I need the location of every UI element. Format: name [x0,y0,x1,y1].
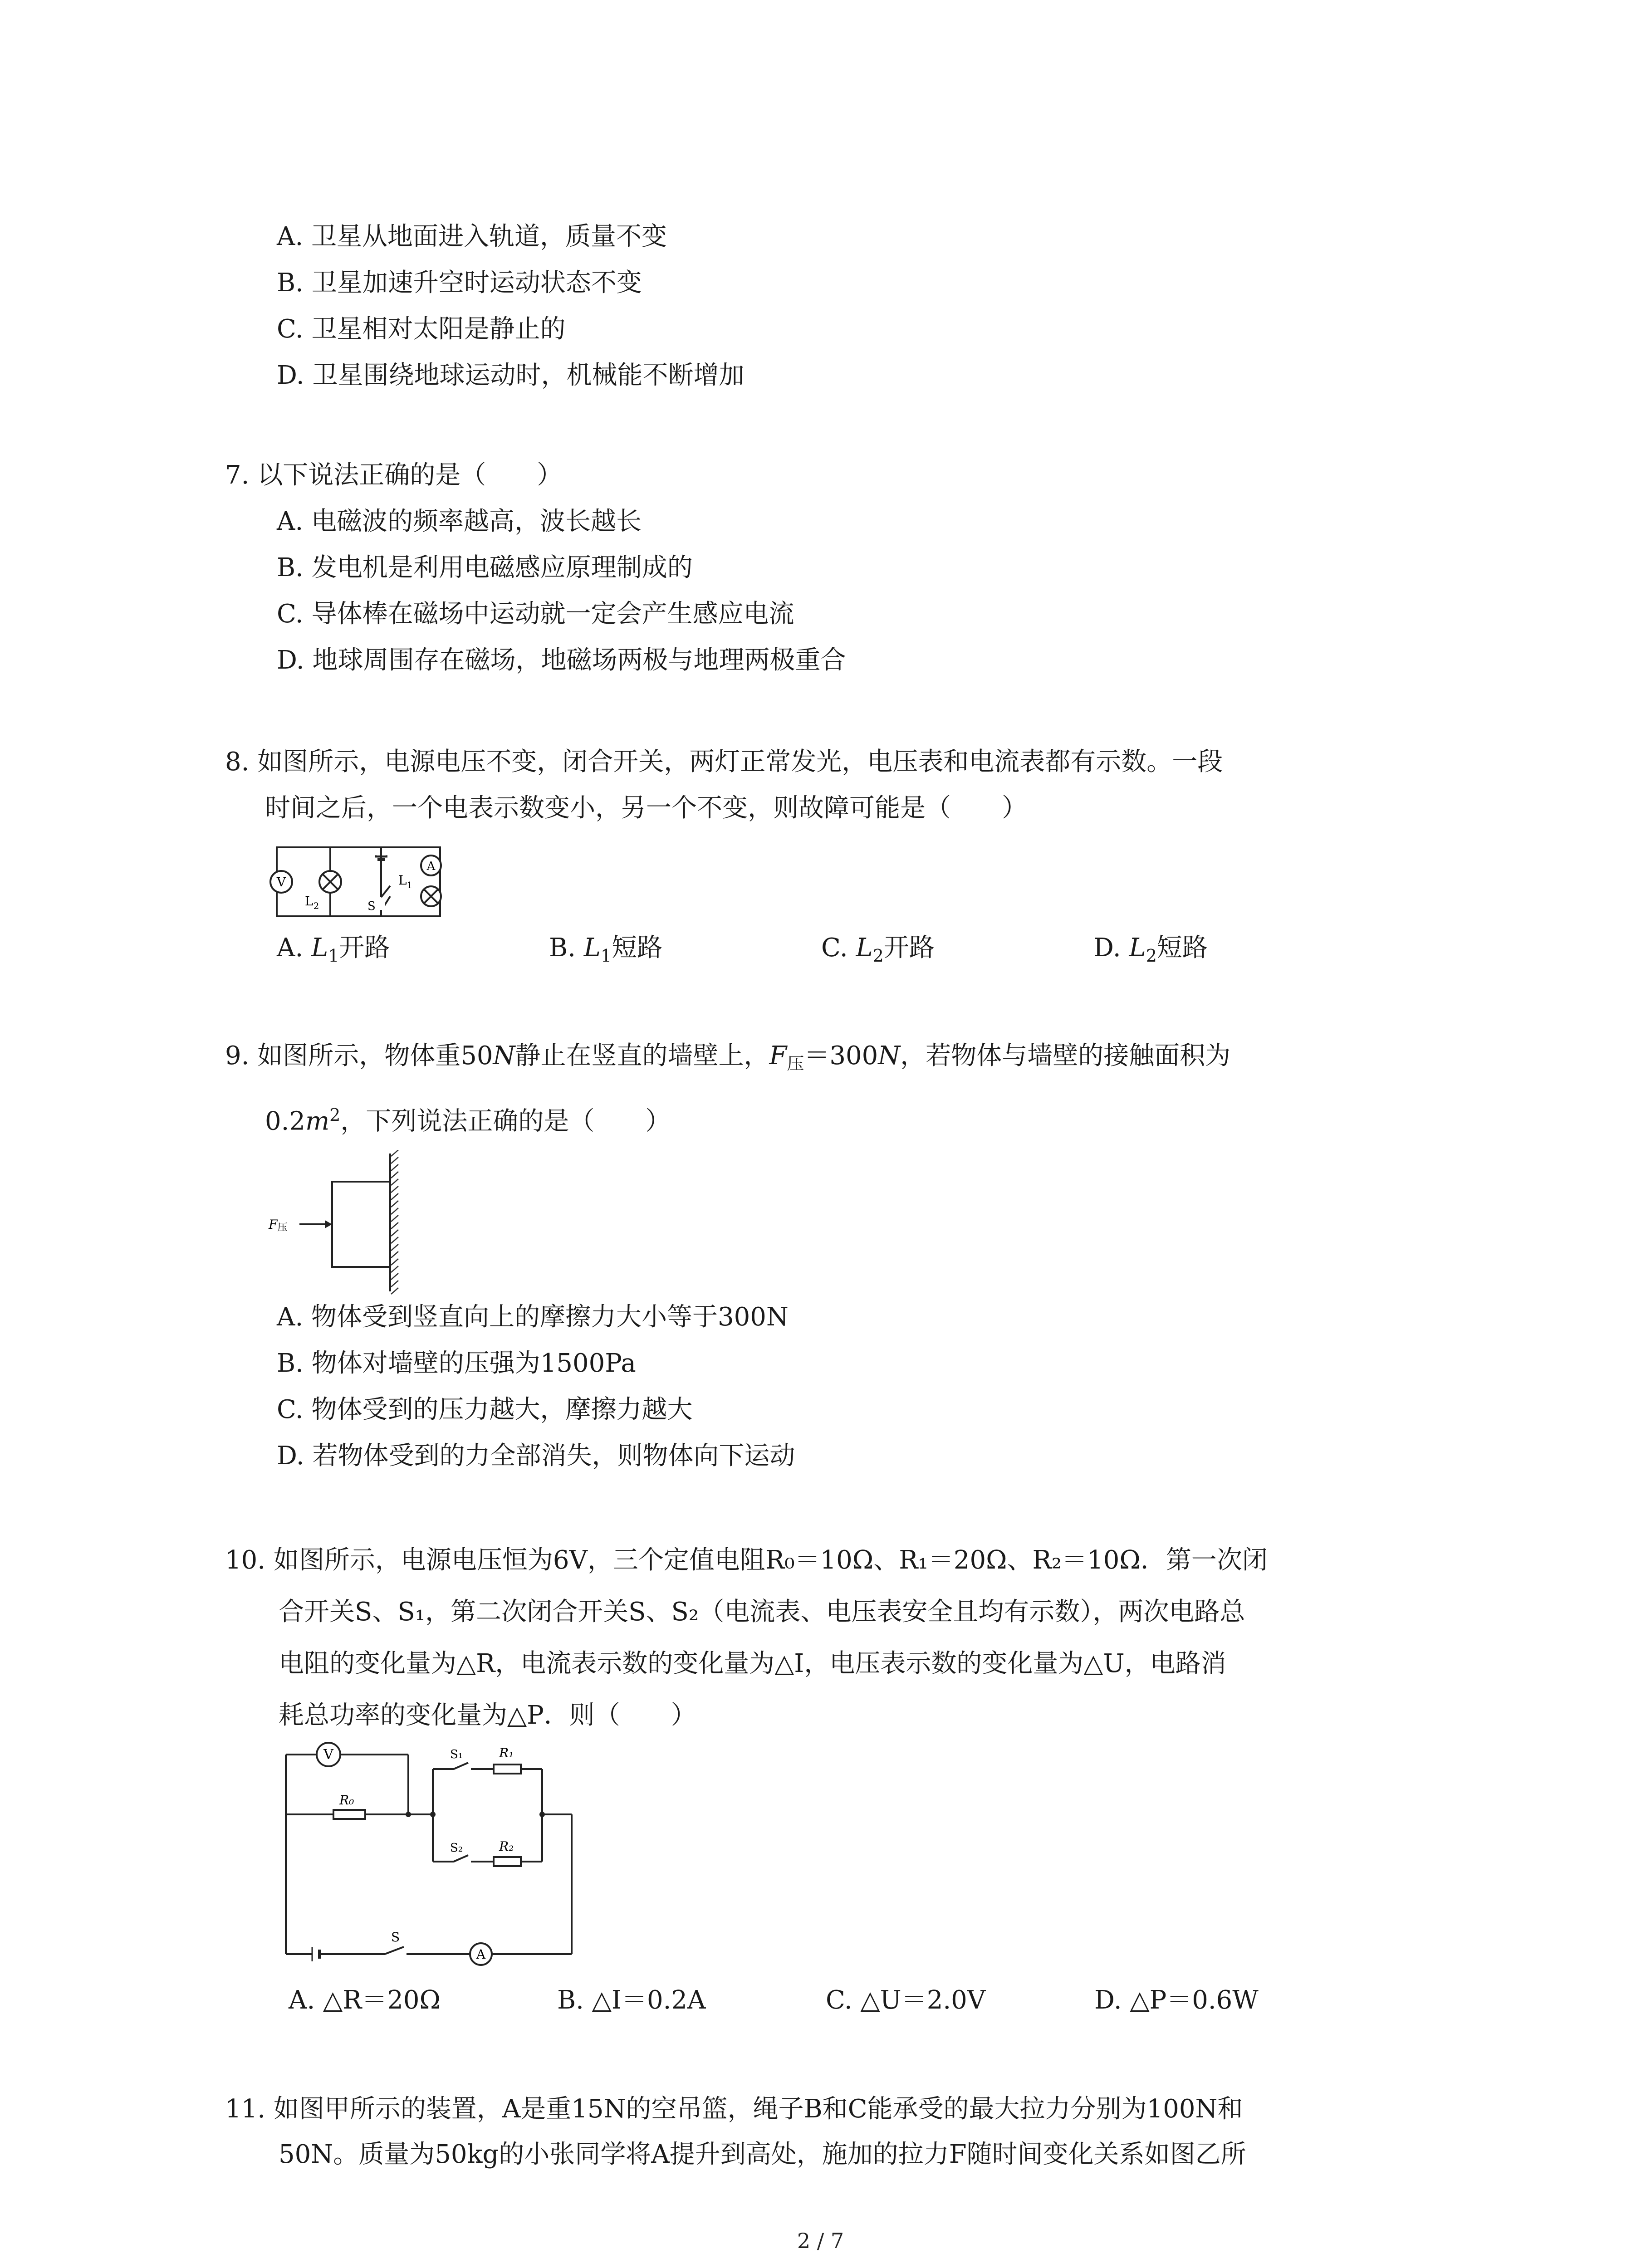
q9-option-a: A. 物体受到竖直向上的摩擦力大小等于300N [277,1302,789,1332]
q8-stem-line2: 时间之后，一个电表示数变小，另一个不变，则故障可能是（ ） [265,793,1027,823]
q10-switch-s2-label: S₂ [450,1841,463,1855]
q9-option-c: C. 物体受到的压力越大，摩擦力越大 [277,1395,693,1424]
q8-l1-label: $L_1$ [398,873,413,890]
q7-option-d: D. 地球周围存在磁场，地磁场两极与地理两极重合 [277,645,846,675]
q8-stem-line1: 8. 如图所示，电源电压不变，闭合开关，两灯正常发光，电压表和电流表都有示数。一段 [225,747,1223,777]
q11-stem-line1: 11. 如图甲所示的装置，A是重15N的空吊篮，绳子B和C能承受的最大拉力分别为100N和 [225,2094,1243,2124]
q8-l2-label: $L_2$ [305,894,319,911]
q9-option-b: B. 物体对墙壁的压强为1500Pa [277,1349,636,1378]
q6-option-c: C. 卫星相对太阳是静止的 [277,314,566,344]
q10-r2-label: R₂ [499,1839,514,1854]
q10-ammeter-label: A [476,1947,486,1962]
q9-stem-line2: $0.2m^2$，下列说法正确的是（ ） [265,1105,671,1136]
q10-stem-line3: 电阻的变化量为△R，电流表示数的变化量为△I，电压表示数的变化量为△U，电路消 [279,1649,1226,1678]
q8-ammeter-label: A [426,860,436,873]
q10-r0-label: R₀ [339,1793,354,1808]
q10-r1-label: R₁ [499,1745,514,1760]
q6-option-a: A. 卫星从地面进入轨道，质量不变 [277,222,667,251]
q7-option-a: A. 电磁波的频率越高，波长越长 [277,507,642,536]
q10-switch-s1-label: S₁ [450,1748,463,1761]
q8-option-c: C. $L_2$开路 [821,933,935,966]
q9-stem-line1: 9. 如图所示，物体重50N静止在竖直的墙壁上，$F_压=300N$，若物体与墙壁的接触面积为 [225,1041,1231,1074]
q8-voltmeter-label: V [276,875,286,890]
q10-option-d: D. △P＝0.6W [1094,1985,1259,2015]
q8-switch-label: S [367,899,376,913]
q10-circuit-figure [272,1742,590,1969]
q9-force-label: F压 [269,1217,288,1233]
page-number: 2 / 7 [797,2229,844,2253]
q8-option-d: D. $L_2$短路 [1093,933,1208,966]
q6-option-d: D. 卫星围绕地球运动时，机械能不断增加 [277,361,745,390]
q9-option-d: D. 若物体受到的力全部消失，则物体向下运动 [277,1441,795,1471]
q10-option-b: B. △I＝0.2A [557,1985,706,2015]
q7-option-b: B. 发电机是利用电磁感应原理制成的 [277,553,693,582]
q8-option-a: A. $L_1$开路 [277,933,390,966]
q9-wall-figure [268,1150,404,1295]
q10-option-a: A. △R＝20Ω [289,1985,441,2015]
q10-switch-s-label: S [391,1930,400,1945]
q10-voltmeter-label: V [323,1747,333,1763]
q7-stem: 7. 以下说法正确的是（ ） [225,460,563,490]
q7-option-c: C. 导体棒在磁场中运动就一定会产生感应电流 [277,599,794,629]
q8-option-b: B. $L_1$短路 [549,933,663,966]
q10-option-c: C. △U＝2.0V [826,1985,986,2015]
q10-stem-line4: 耗总功率的变化量为△P．则（ ） [279,1701,696,1730]
q6-option-b: B. 卫星加速升空时运动状态不变 [277,268,642,298]
q8-circuit-figure [263,834,454,924]
q10-stem-line2: 合开关S、S₁，第二次闭合开关S、S₂（电流表、电压表安全且均有示数），两次电路总 [279,1597,1245,1627]
q11-stem-line2: 50N。质量为50kg的小张同学将A提升到高处，施加的拉力F随时间变化关系如图乙所 [279,2140,1246,2169]
q10-stem-line1: 10. 如图所示，电源电压恒为6V，三个定值电阻R₀＝10Ω、R₁＝20Ω、R₂＝10Ω．第一次闭 [225,1545,1268,1575]
